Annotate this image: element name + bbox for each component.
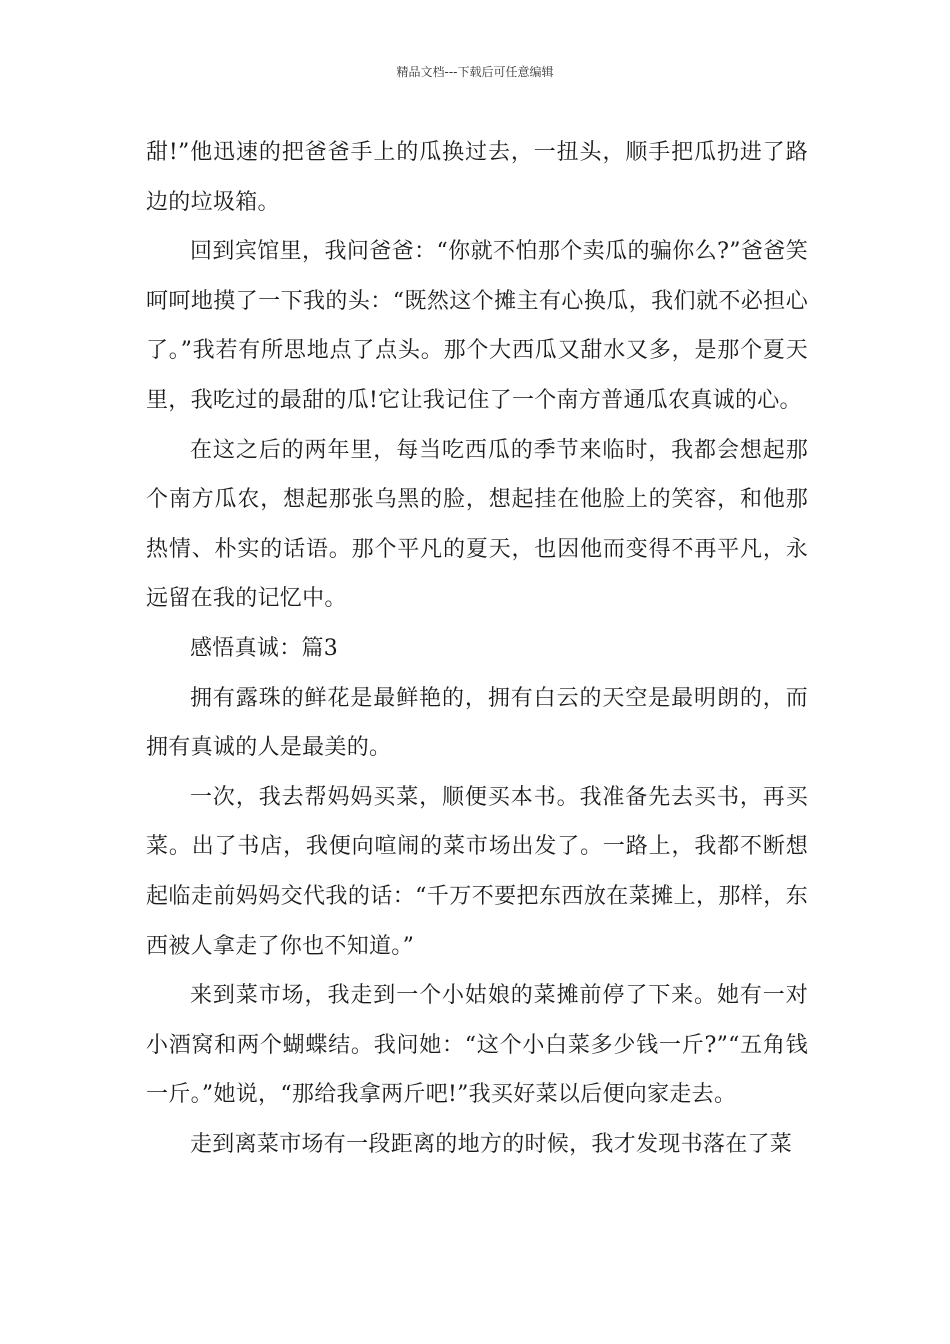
paragraph: 走到离菜市场有一段距离的地方的时候，我才发现书落在了菜 bbox=[190, 1131, 793, 1157]
section-heading: 感悟真诚：篇3 bbox=[190, 635, 339, 661]
paragraph: 拥有露珠的鲜花是最鲜艳的，拥有白云的天空是最明朗的，而拥有真诚的人是最美的。 bbox=[146, 685, 808, 761]
document-body bbox=[146, 128, 808, 1169]
paragraph: 在这之后的两年里，每当吃西瓜的季节来临时，我都会想起那个南方瓜农，想起那张乌黑的脸，想起挂在他脸上的笑容，和他那热情、朴实的话语。那个平凡的夏天，也因他而变得不再平凡，永远留在我的记忆中。 bbox=[146, 437, 808, 612]
paragraph: 来到菜市场，我走到一个小姑娘的菜摊前停了下来。她有一对小酒窝和两个蝴蝶结。我问她：“这个小白菜多少钱一斤?”“五角钱一斤。”她说，“那给我拿两斤吧!”我买好菜以后便向家走去。 bbox=[146, 983, 808, 1108]
paragraph: 甜!”他迅速的把爸爸手上的瓜换过去，一扭头，顺手把瓜扔进了路边的垃圾箱。 bbox=[146, 140, 808, 215]
page-header: 精品文档---下载后可任意编辑 bbox=[396, 65, 554, 79]
paragraph: 回到宾馆里，我问爸爸：“你就不怕那个卖瓜的骗你么?”爸爸笑呵呵地摸了一下我的头：“既然这个摊主有心换瓜，我们就不必担心了。”我若有所思地点了点头。那个大西瓜又甜水又多，是那个夏天里，我吃过的最甜的瓜!它让我记住了一个南方普通瓜农真诚的心。 bbox=[146, 239, 808, 413]
paragraph: 一次，我去帮妈妈买菜，顺便买本书。我准备先去买书，再买菜。出了书店，我便向喧闹的菜市场出发了。一路上，我都不断想起临走前妈妈交代我的话：“千万不要把东西放在菜摊上，那样，东西被人拿走了你也不知道。” bbox=[146, 784, 808, 959]
